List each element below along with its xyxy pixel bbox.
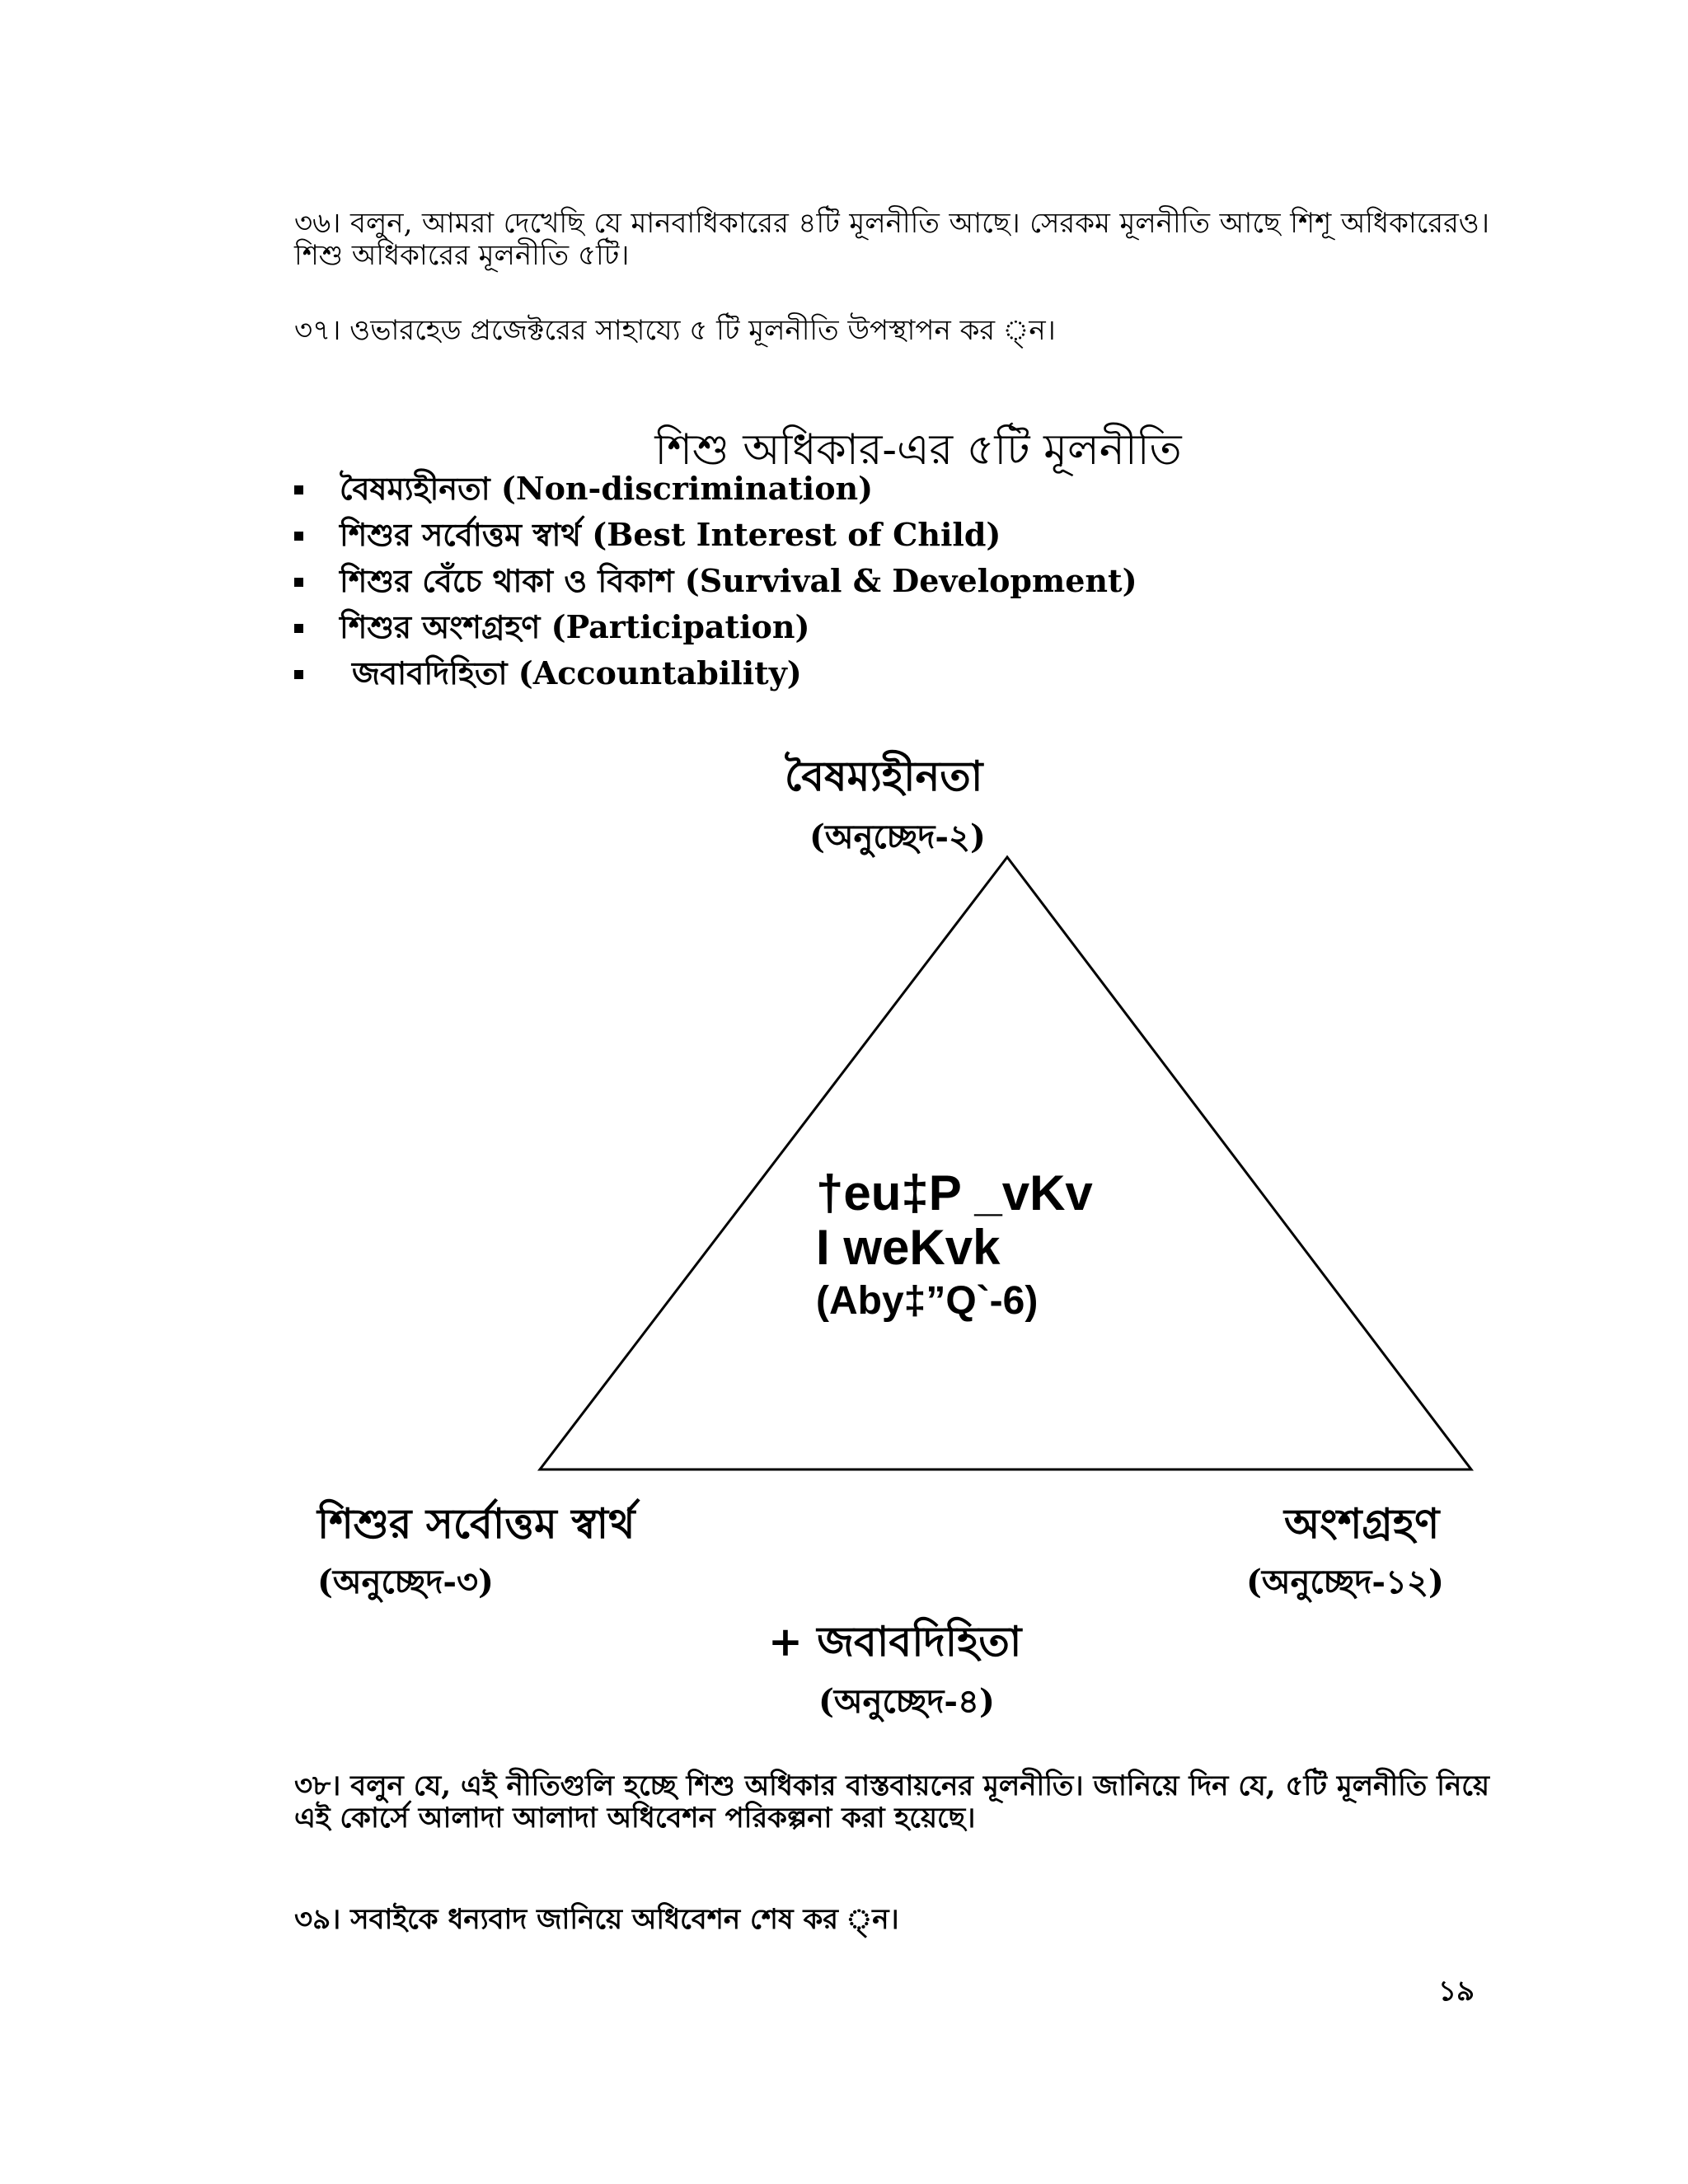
triangle-left-article: (অনুচ্ছেদ-৩) <box>317 1563 494 1601</box>
principle-text: জবাবদিহিতা (Accountability) <box>352 654 802 691</box>
principle-text: শিশুর বেঁচে থাকা ও বিকাশ (Survival & Development) <box>340 562 1137 599</box>
triangle-top-title: বৈষম্যহীনতা <box>785 752 983 800</box>
paragraph-38: ৩৮। বলুন যে, এই নীতিগুলি হচ্ছে শিশু অধিকার বাস্তবায়নের মূলনীতি। জানিয়ে দিন যে, ৫টি মূলনীতি নিয়ে এই কোর্সে আলাদা আলাদা অধিবেশন পরিকল্পনা করা হয়েছে। <box>294 1769 1489 1835</box>
paragraph-36: ৩৬। বলুন, আমরা দেখেছি যে মানবাধিকারের ৪টি মূলনীতি আছে। সেরকম মূলনীতি আছে শিশূ অধিকারেরও। শিশু অধিকারের মূলনীতি ৫টি। <box>294 207 1489 273</box>
triangle-bottom-article: (অনুচ্ছেদ-৪) <box>818 1682 995 1721</box>
triangle-right-title: অংশগ্রহণ <box>1284 1499 1440 1548</box>
section-heading: শিশু অধিকার-এর ৫টি মূলনীতি <box>654 425 1182 475</box>
paragraph-39: ৩৯। সবাইকে ধন্যবাদ জানিয়ে অধিবেশন শেষ কর ্ন। <box>294 1903 899 1936</box>
center-line-3: (Aby‡”Q`-6) <box>816 1279 1039 1323</box>
paragraph-37: ৩৭। ওভারহেড প্রজেক্টরের সাহায্যে ৫ টি মূলনীতি উপস্থাপন কর ্ন। <box>294 314 1056 347</box>
center-line-2: I weKvk <box>816 1220 1001 1275</box>
triangle-right-article: (অনুচ্ছেদ-১২) <box>1246 1563 1444 1601</box>
principle-text: বৈষম্যহীনতা (Non-discrimination) <box>340 470 874 507</box>
triangle-left-title: শিশুর সর্বোত্তম স্বার্থ <box>317 1499 635 1548</box>
principle-text: শিশুর সর্বোত্তম স্বার্থ (Best Interest of Child) <box>340 516 1001 553</box>
page-number: ১৯ <box>1438 1975 1475 2008</box>
triangle-shape <box>540 857 1471 1469</box>
center-line-1: †eu‡P _vKv <box>816 1165 1093 1221</box>
triangle-bottom-title: + জবাবদিহিতা <box>768 1617 1022 1666</box>
triangle-center-label <box>816 1166 1093 1328</box>
triangle-top-article: (অনুচ্ছেদ-২) <box>809 818 986 856</box>
principle-text: শিশুর অংশগ্রহণ (Participation) <box>340 608 810 645</box>
